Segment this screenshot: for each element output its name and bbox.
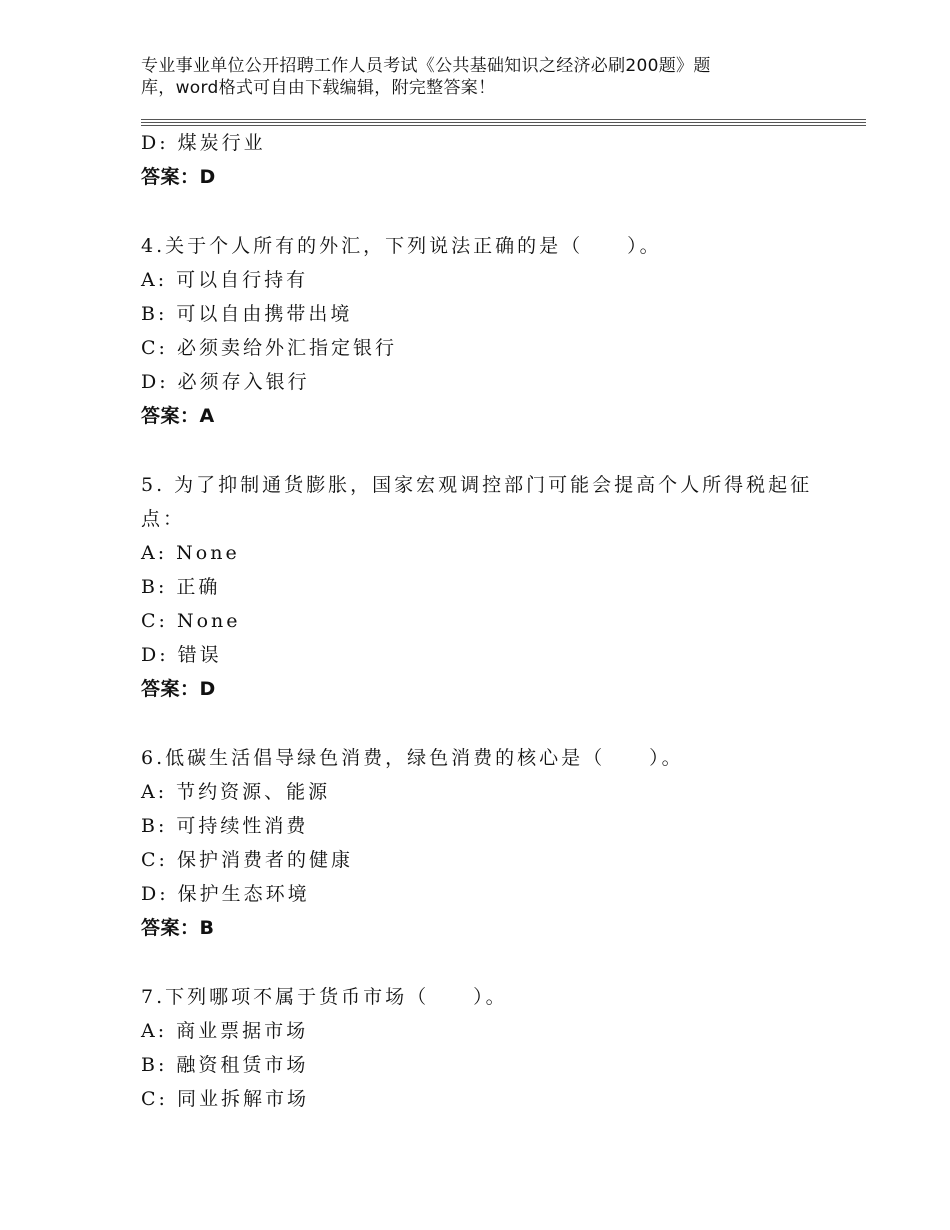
q4-option-b: B: 可以自由携带出境 [141, 303, 353, 325]
q5-option-d: D: 错误 [141, 644, 222, 666]
header-line-2: 库，word格式可自由下载编辑，附完整答案！ [141, 78, 496, 98]
q5-question-line-1: 5. 为了抑制通货膨胀，国家宏观调控部门可能会提高个人所得税起征 [141, 474, 813, 496]
q6-option-b: B: 可持续性消费 [141, 815, 309, 837]
q7-option-a: A: 商业票据市场 [141, 1020, 309, 1042]
q5-answer: 答案：D [141, 678, 216, 700]
header-divider [141, 119, 866, 120]
q6-option-d: D: 保护生态环境 [141, 883, 310, 905]
q4-option-d: D: 必须存入银行 [141, 371, 310, 393]
q5-option-a: A: None [141, 542, 240, 564]
document-header [141, 55, 841, 99]
q6-option-c: C: 保护消费者的健康 [141, 849, 353, 871]
q3-option-d: D: 煤炭行业 [141, 132, 266, 154]
q6-option-a: A: 节约资源、能源 [141, 781, 331, 803]
header-divider [141, 122, 866, 123]
q6-answer: 答案：B [141, 917, 215, 939]
q7-question: 7.下列哪项不属于货币市场（ ）。 [141, 986, 508, 1008]
q6-question: 6.低碳生活倡导绿色消费，绿色消费的核心是（ ）。 [141, 747, 684, 769]
q7-option-b: B: 融资租赁市场 [141, 1054, 309, 1076]
q5-option-c: C: None [141, 610, 241, 632]
q4-option-a: A: 可以自行持有 [141, 269, 309, 291]
q5-question-line-2: 点： [141, 508, 186, 530]
q7-option-c: C: 同业拆解市场 [141, 1088, 309, 1110]
q5-option-b: B: 正确 [141, 576, 221, 598]
q3-answer: 答案：D [141, 166, 216, 188]
q4-answer: 答案：A [141, 405, 215, 427]
q4-question: 4.关于个人所有的外汇，下列说法正确的是（ ）。 [141, 235, 662, 257]
header-line-1: 专业事业单位公开招聘工作人员考试《公共基础知识之经济必刷200题》题 [141, 56, 711, 76]
header-divider [141, 125, 866, 126]
q4-option-c: C: 必须卖给外汇指定银行 [141, 337, 397, 359]
